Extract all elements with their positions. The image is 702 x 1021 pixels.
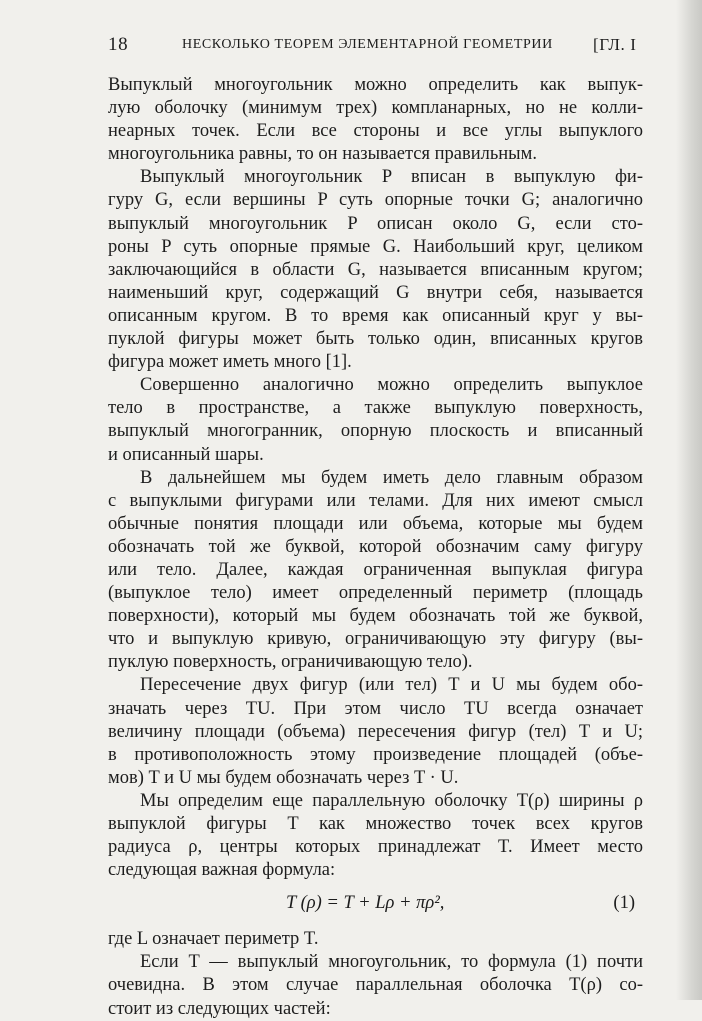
display-formula xyxy=(108,882,643,928)
text-line: очевидна. В этом случае параллельная оболочка T(ρ) со- xyxy=(108,975,643,996)
text-line: многоугольника равны, то он называется правильным. xyxy=(108,144,537,165)
text-line: выпуклый многоугольник P описан около G, если сто- xyxy=(108,213,643,234)
text-line: пуклую поверхность, ограничивающую тело). xyxy=(108,652,473,673)
text-line: Выпуклый многоугольник P вписан в выпуклую фи- xyxy=(140,167,643,188)
text-line: (выпуклое тело) имеет определенный периметр (площадь xyxy=(108,583,643,604)
text-line: заключающийся в области G, называется вписанным кругом; xyxy=(108,259,643,280)
text-line: В дальнейшем мы будем иметь дело главным образом xyxy=(140,467,643,488)
text-line: где L означает периметр T. xyxy=(108,929,319,950)
formula-number: (1) xyxy=(613,893,635,914)
text-line: следующая важная формула: xyxy=(108,860,336,881)
text-line: радиуса ρ, центры которых принадлежат T. Имеет место xyxy=(108,837,643,858)
body-text xyxy=(108,74,643,1021)
page-edge-shadow xyxy=(676,0,702,1000)
text-line: значать через TU. При этом число TU всегда означает xyxy=(108,698,643,719)
text-line: Совершенно аналогично можно определить выпуклое xyxy=(140,375,643,396)
text-line: Мы определим еще параллельную оболочку T(ρ) ширины ρ xyxy=(140,790,643,811)
text-line: выпуклой фигуры T как множество точек всех кругов xyxy=(108,814,643,834)
text-line: роны P суть опорные прямые G. Наибольший круг, целиком xyxy=(108,236,643,257)
text-line: фигура может иметь много [1]. xyxy=(108,352,352,373)
text-line: гуру G, если вершины P суть опорные точки G; аналогично xyxy=(108,190,643,211)
text-line: пуклой фигуры может быть только один, вписанных кругов xyxy=(108,329,643,350)
text-line: обычные понятия площади или объема, которые мы будем xyxy=(108,513,643,534)
text-line: или тело. Далее, каждая ограниченная выпуклая фигура xyxy=(108,559,643,580)
running-head xyxy=(108,34,668,56)
text-line: в противоположность этому произведение площадей (объе- xyxy=(108,744,643,765)
chapter-label: [ГЛ. I xyxy=(593,35,637,54)
text-line: Выпуклый многоугольник можно определить как выпук- xyxy=(108,75,643,95)
text-line: неарных точек. Если все стороны и все углы выпуклого xyxy=(108,121,643,142)
formula-expression: T (ρ) = T + Lρ + πρ², xyxy=(286,893,445,914)
text-line: Если T — выпуклый многоугольник, то формула (1) почти xyxy=(140,952,643,973)
text-line: тело в пространстве, а также выпуклую поверхность, xyxy=(108,398,643,419)
text-line: обозначать той же буквой, которой обозначим саму фигуру xyxy=(108,536,643,557)
text-line: мов) T и U мы будем обозначать через T · U. xyxy=(108,767,459,788)
text-line: стоит из следующих частей: xyxy=(108,998,331,1019)
page-number: 18 xyxy=(108,34,129,55)
text-line: описанным кругом. В то время как описанный круг у вы- xyxy=(108,305,643,326)
text-line: лую оболочку (минимум трех) компланарных, но не колли- xyxy=(108,98,643,119)
text-line: с выпуклыми фигурами или телами. Для них имеют смысл xyxy=(108,490,643,511)
text-line: наименьший круг, содержащий G внутри себя, называется xyxy=(108,282,643,303)
text-line: величину площади (объема) пересечения фигур (тел) T и U; xyxy=(108,721,643,742)
running-title: НЕСКОЛЬКО ТЕОРЕМ ЭЛЕМЕНТАРНОЙ ГЕОМЕТРИИ xyxy=(182,37,553,52)
text-line: и описанный шары. xyxy=(108,444,264,465)
text-line: поверхности), который мы будем обозначать той же буквой, xyxy=(108,606,643,627)
text-line: выпуклый многогранник, опорную плоскость и вписанный xyxy=(108,421,643,442)
text-line: Пересечение двух фигур (или тел) T и U мы будем обо- xyxy=(140,675,643,696)
text-line: что и выпуклую кривую, ограничивающую эту фигуру (вы- xyxy=(108,629,643,650)
